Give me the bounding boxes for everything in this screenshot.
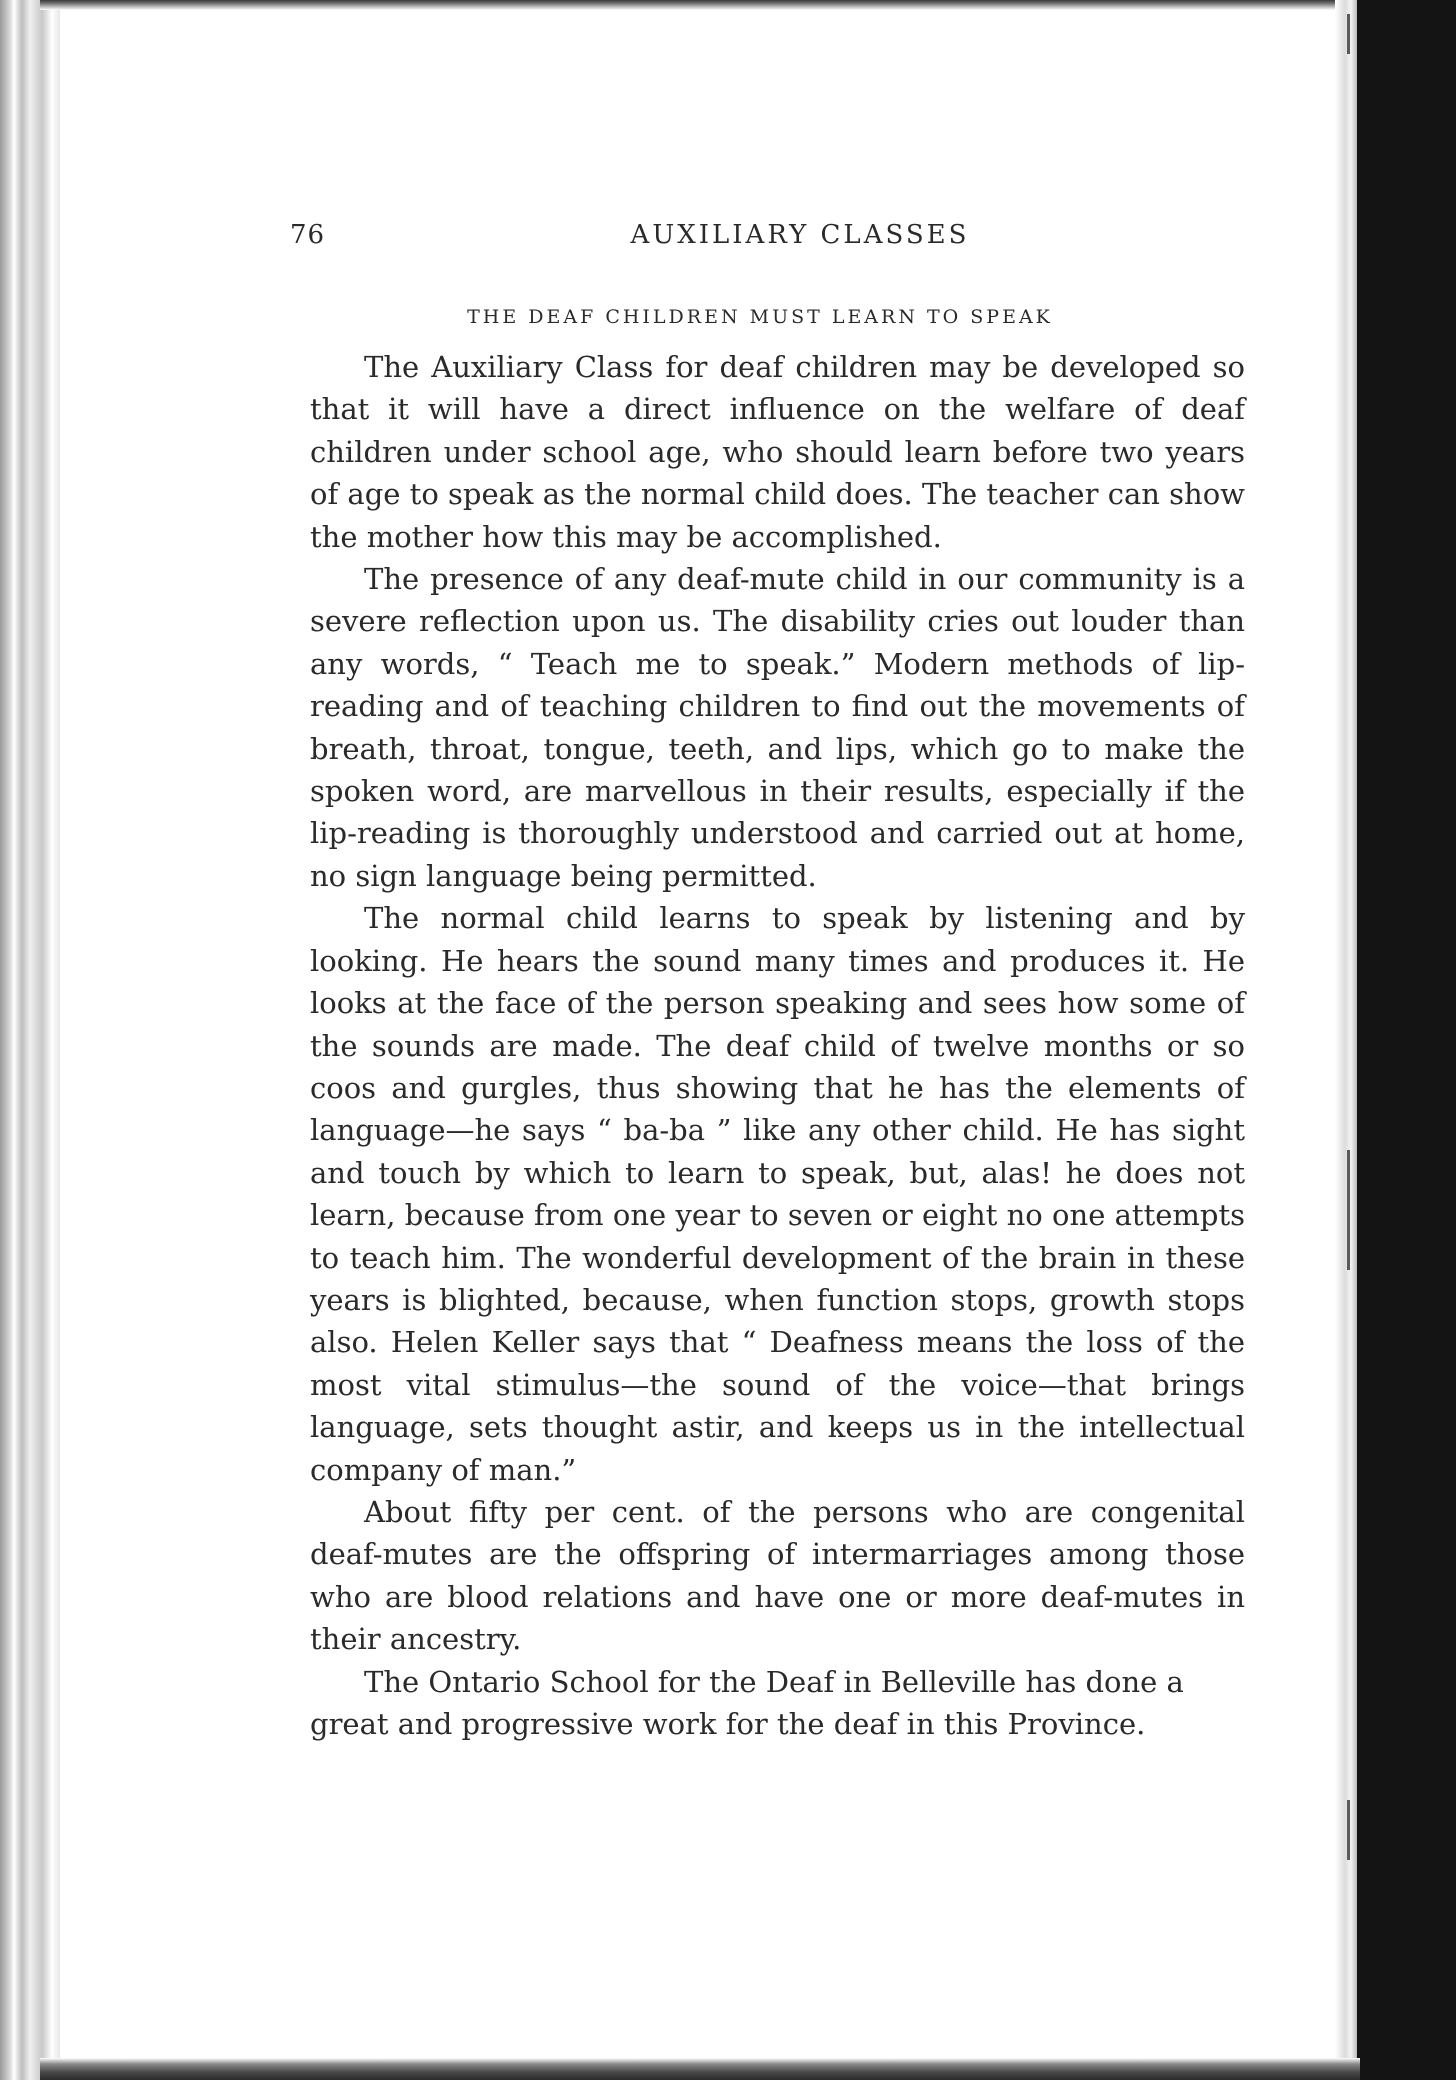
paragraph: About fifty per cent. of the persons who are congenital deaf-mutes are the offspring of intermarriages among those who are blood relations and have one or more deaf-mutes in their ancestry. (310, 1494, 1245, 1657)
adjacent-page-edge (1335, 0, 1357, 2080)
page-edge-mark (1347, 1150, 1350, 1270)
scan-bottom-edge (40, 2058, 1360, 2080)
page-header (290, 210, 1250, 260)
book-binding-edge (0, 0, 60, 2080)
body-text (310, 346, 1245, 1745)
paragraph: The normal child learns to speak by listening and by looking. He hears the sound many times and produces it. He looks at the face of the person speaking and sees how some of the sounds are made. The deaf child of twelve months or so coos and gurgles, thus showing that he has the elements of language—he says “ ba-ba ” like any other child. He has sight and touch by which to learn to speak, but, alas! he does not learn, because from one year to seven or eight no one attempts to teach him. The wonderful development of the brain in these years is blighted, because, when function stops, growth stops also. Helen Keller says that “ Deafness means the loss of the most vital stimulus—the sound of the voice—that brings language, sets thought astir, and keeps us in the intellectual company of man.” (310, 901, 1245, 1487)
paragraph: The presence of any deaf-mute child in our community is a severe reflection upon us. The disability cries out louder than any words, “ Teach me to speak.” Modern methods of lip-reading and of teaching children to find out the movements of breath, throat, tongue, teeth, and lips, which go to make the spoken word, are marvellous in their results, especially if the lip-reading is thoroughly understood and carried out at home, no sign language being permitted. (310, 562, 1245, 893)
page-number: 76 (290, 220, 326, 250)
paragraph: The Auxiliary Class for deaf children may be developed so that it will have a direct influence on the welfare of deaf children under school age, who should learn before two years of age to speak as the normal child does. The teacher can show the mother how this may be accomplished. (310, 350, 1245, 554)
running-head: AUXILIARY CLASSES (630, 220, 970, 250)
paragraph: The Ontario School for the Deaf in Belleville has done a great and progressive work for the deaf in this Province. (310, 1664, 1184, 1741)
book-page (60, 10, 1335, 2058)
section-heading: THE DEAF CHILDREN MUST LEARN TO SPEAK (467, 306, 1053, 328)
page-edge-mark (1347, 1800, 1350, 1860)
page-edge-mark (1347, 14, 1350, 54)
scan-top-edge (40, 0, 1350, 10)
